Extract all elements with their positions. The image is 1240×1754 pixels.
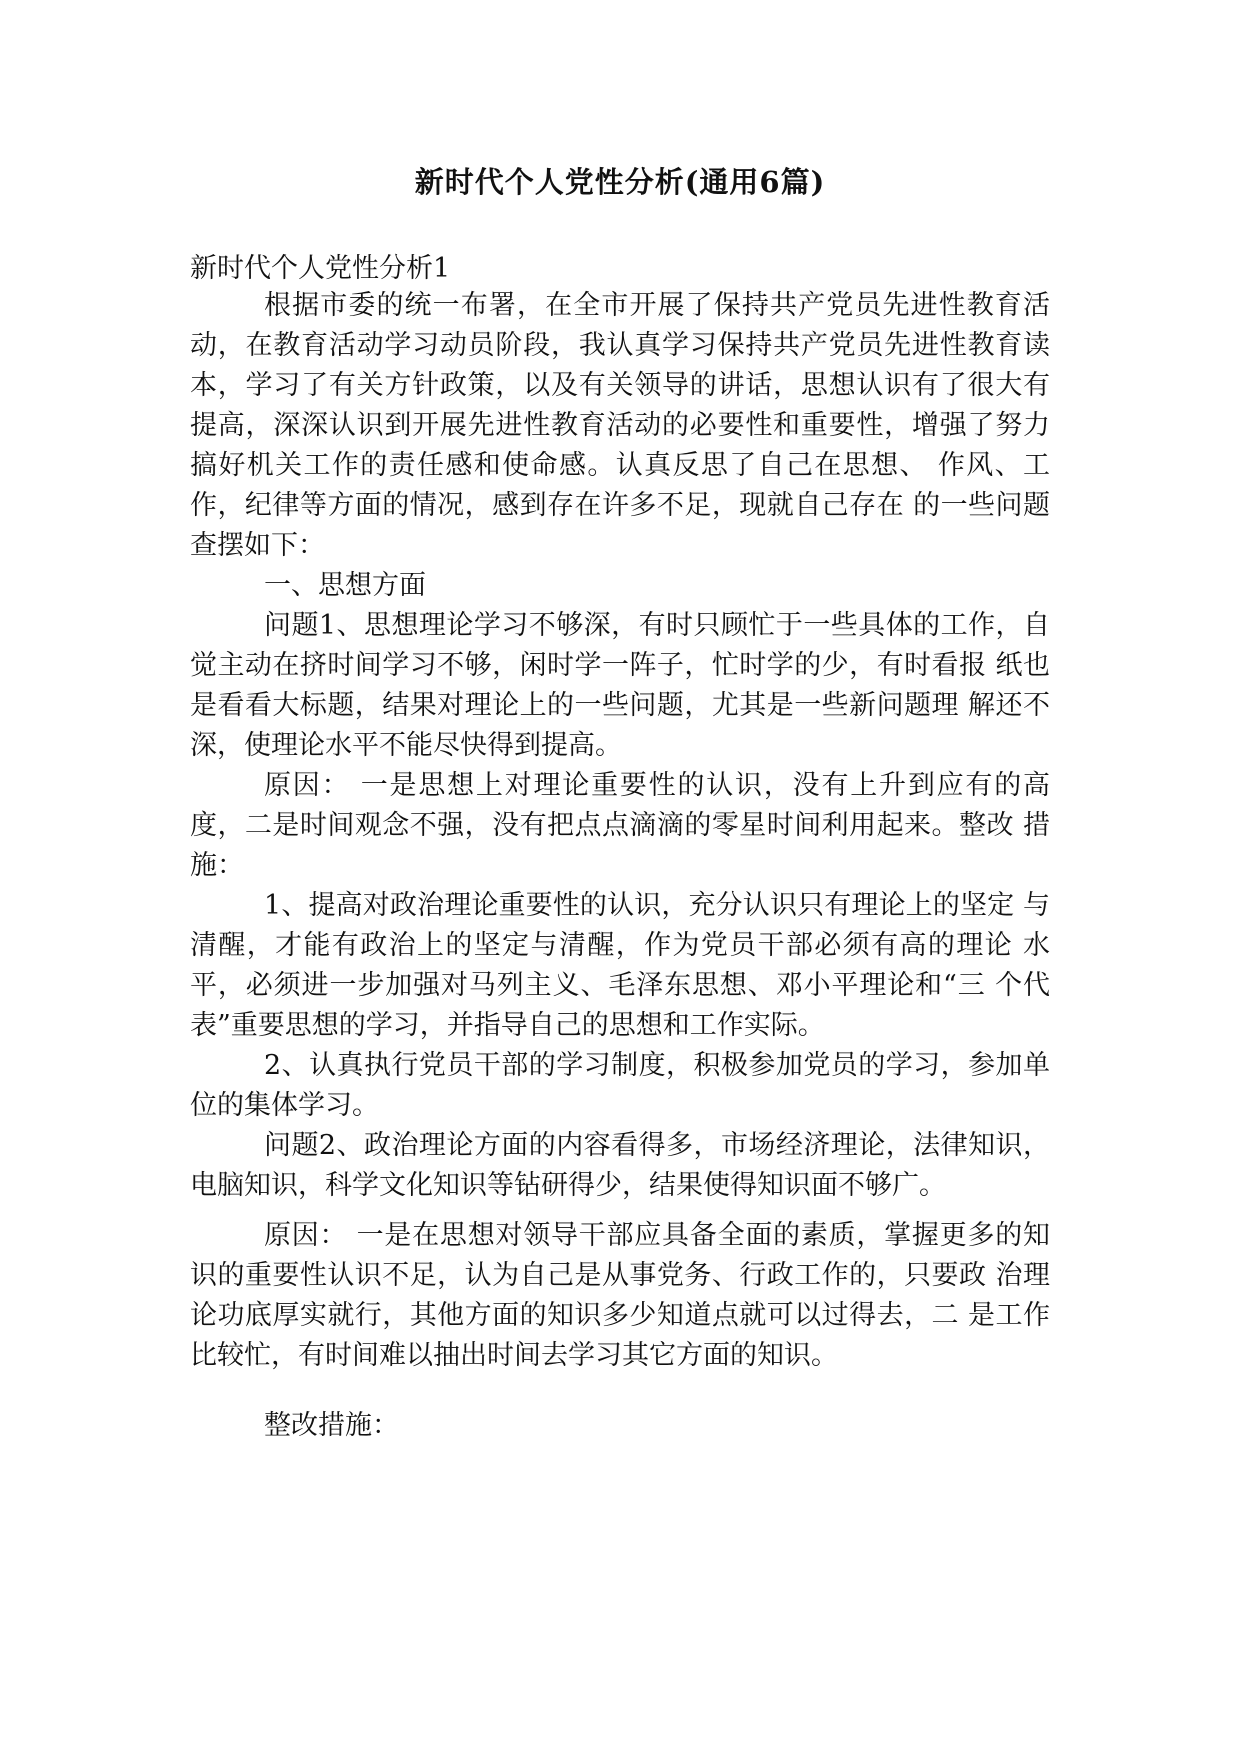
paragraph-thought-heading: 一、思想方面 [264, 570, 426, 601]
paragraph-cause-1: 原因： 一是思想上对理论重要性的认识，没有上升到应有的高 度，二是时间观念不强，没有把点点滴滴的零星时间利用起来。整改 措施： [190, 770, 1050, 881]
paragraph-cause-2: 原因： 一是在思想对领导干部应具备全面的素质，掌握更多的知识的重要性认识不足，认为自己是从事党务、行政工作的，只要政 治理论功底厚实就行，其他方面的知识多少知道点就可以过得去，二 是工作比较忙，有时间难以抽出时间去学习其它方面的知识。 [190, 1220, 1050, 1371]
paragraph-measures-heading: 整改措施： [264, 1410, 399, 1441]
paragraph-problem-1: 问题1、思想理论学习不够深，有时只顾忙于一些具体的工作，自觉主动在挤时间学习不够，闲时学一阵子，忙时学的少，有时看报 纸也是看看大标题，结果对理论上的一些问题，尤其是一些新问题理 解还不深，使理论水平不能尽快得到提高。 [190, 610, 1050, 761]
document-title: 新时代个人党性分析(通用6篇) [414, 165, 826, 199]
paragraph-measure-1: 1、提高对政治理论重要性的认识，充分认识只有理论上的坚定 与清醒，才能有政治上的坚定与清醒，作为党员干部必须有高的理论 水平，必须进一步加强对马列主义、毛泽东思想、邓小平理论和“三 个代表”重要思想的学习，并指导自己的思想和工作实际。 [190, 890, 1050, 1041]
paragraph-measure-2: 2、认真执行党员干部的学习制度，积极参加党员的学习，参加单位的集体学习。 [190, 1050, 1050, 1121]
paragraph-problem-2: 问题2、政治理论方面的内容看得多，市场经济理论，法律知识，电脑知识，科学文化知识等钻研得少，结果使得知识面不够广。 [190, 1130, 1050, 1201]
section-heading: 新时代个人党性分析1 [190, 253, 451, 284]
paragraph-intro: 根据市委的统一布署，在全市开展了保持共产党员先进性教育活动，在教育活动学习动员阶段，我认真学习保持共产党员先进性教育读本，学习了有关方针政策，以及有关领导的讲话，思想认识有了很大有提高，深深认识到开展先进性教育活动的必要性和重要性，增强了努力搞好机关工作的责任感和使命感。认真反思了自己在思想、 作风、工作，纪律等方面的情况，感到存在许多不足，现就自己存在 的一些问题查摆如下： [190, 290, 1050, 561]
